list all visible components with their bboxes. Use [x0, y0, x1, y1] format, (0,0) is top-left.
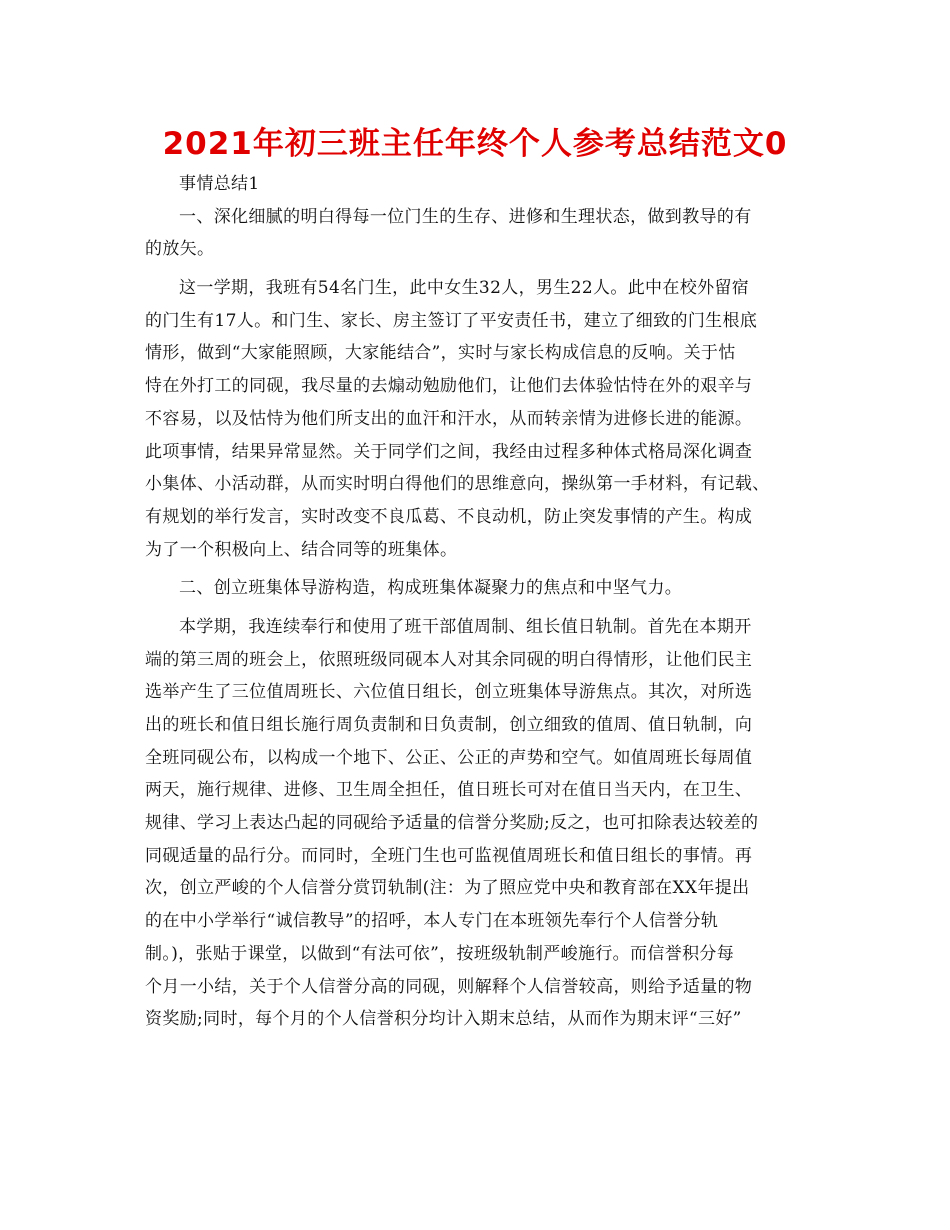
paragraph-line: 同砚适量的品行分。而同时，全班门生也可监视值周班长和值日组长的事情。再	[145, 845, 753, 866]
paragraph-line: 这一学期，我班有54名门生，此中女生32人，男生22人。此中在校外留宿	[179, 278, 750, 299]
paragraph-line: 不容易，以及怙恃为他们所支出的血汗和汗水，从而转亲情为进修长进的能源。	[145, 408, 753, 429]
paragraph-line: 一、深化细腻的明白得每一位门生的生存、进修和生理状态，做到教导的有	[179, 206, 752, 227]
paragraph-line: 出的班长和值日组长施行周负责制和日负责制，创立细致的值周、值日轨制，向	[145, 715, 753, 735]
section-heading: 二、创立班集体导游构造，构成班集体凝聚力的焦点和中坚气力。	[179, 578, 683, 599]
paragraph-line: 本学期，我连续奉行和使用了班干部值周制、组长值日轨制。首先在本期开	[179, 616, 752, 637]
paragraph-line: 端的第三周的班会上，依照班级同砚本人对其余同砚的明白得情形，让他们民主	[145, 649, 753, 670]
paragraph-line: 有规划的举行发言，实时改变不良瓜葛、不良动机，防止突发事情的产生。构成	[145, 506, 753, 527]
paragraph-line: 个月一小结，关于个人信誉分高的同砚，则解释个人信誉较高，则给予适量的物	[145, 976, 753, 997]
paragraph-line: 次，创立严峻的个人信誉分赏罚轨制(注：为了照应党中央和教育部在XX年提出	[145, 878, 750, 899]
document-title: 2021年初三班主任年终个人参考总结范文0	[162, 126, 788, 162]
paragraph-line: 的门生有17人。和门生、家长、房主签订了平安责任书，建立了细致的门生根底	[145, 310, 758, 331]
paragraph-line: 的放矢。	[145, 239, 215, 260]
paragraph-line: 全班同砚公布，以构成一个地下、公正、公正的声势和空气。如值周班长每周值	[145, 747, 753, 768]
paragraph-line: 的在中小学举行“诚信教导”的招呼，本人专门在本班领先奉行个人信誉分轨	[145, 911, 719, 932]
paragraph-line: 恃在外打工的同砚，我尽量的去煽动勉励他们，让他们去体验怙恃在外的艰辛与	[145, 376, 753, 397]
paragraph-line: 两天，施行规律、进修、卫生周全担任，值日班长可对在值日当天内，在卫生、	[145, 780, 753, 801]
paragraph-line	[145, 1036, 817, 1069]
paragraph-line: 资奖励;同时，每个月的个人信誉积分均计入期末总结，从而作为期末评“三好”	[145, 1009, 742, 1030]
document-body	[145, 168, 817, 1069]
paragraph-line: 选举产生了三位值周班长、六位值日组长，创立班集体导游焦点。其次，对所选	[145, 682, 753, 703]
paragraph-line: 规律、学习上表达凸起的同砚给予适量的信誉分奖励;反之，也可扣除表达较差的	[145, 813, 759, 834]
paragraph-line: 情形，做到“大家能照顾，大家能结合”，实时与家长构成信息的反响。关于怙	[145, 343, 736, 364]
paragraph-line: 为了一个积极向上、结合同等的班集体。	[145, 539, 458, 560]
paragraph-line: 小集体、小活动群，从而实时明白得他们的思维意向，操纵第一手材料，有记载、	[145, 474, 770, 495]
paragraph-line: 此项事情，结果异常显然。关于同学们之间，我经由过程多种体式格局深化调查	[145, 441, 753, 462]
paragraph-line: 制。)，张贴于课堂，以做到“有法可依”，按班级轨制严峻施行。而信誉积分每	[145, 943, 735, 964]
section-heading: 事情总结1	[179, 174, 260, 194]
